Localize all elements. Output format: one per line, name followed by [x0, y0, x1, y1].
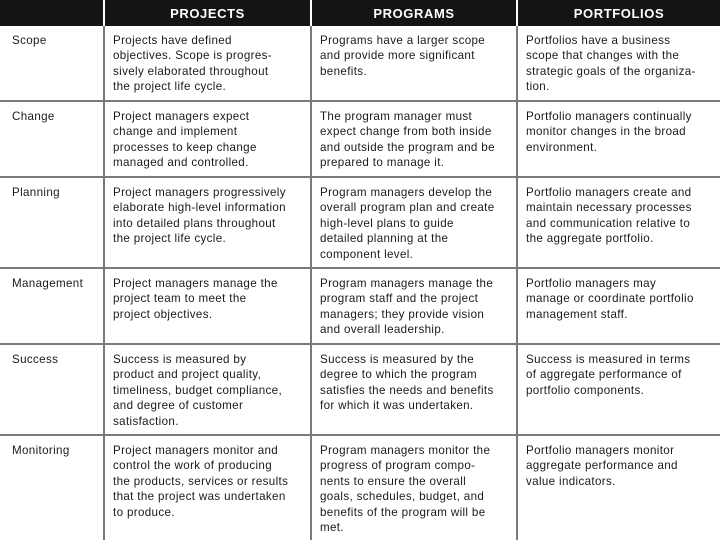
cell-portfolios [517, 26, 720, 101]
cell-programs [311, 177, 517, 268]
cell-text-line: manage or coordinate portfolio [526, 292, 694, 306]
cell-text-line: of aggregate performance of [526, 368, 682, 382]
row-label: Change [0, 101, 104, 177]
table-body [0, 26, 720, 540]
cell-programs [311, 435, 517, 540]
cell-text-line: Program managers manage the [320, 277, 494, 290]
table-row-success [0, 344, 720, 435]
cell-projects [104, 344, 311, 435]
cell-text-line: Project managers expect [113, 110, 250, 123]
cell-text-line: objectives. Scope is progres- [113, 49, 273, 63]
cell-text-line: Portfolios have a business [526, 34, 671, 47]
cell-portfolios [517, 344, 720, 435]
cell-text-line: satisfaction. [113, 414, 179, 428]
cell-text-line: nents to ensure the overall [320, 474, 467, 488]
cell-text-line: portfolio components. [526, 383, 645, 397]
cell-text-line: timeliness, budget compliance, [113, 383, 283, 397]
cell-programs [311, 101, 517, 177]
cell-text-line: Program managers monitor the [320, 444, 491, 457]
cell-text-line: Programs have a larger scope [320, 34, 486, 47]
table-row-planning [0, 177, 720, 268]
cell-text-line: Program managers develop the [320, 186, 493, 199]
cell-text-line: and outside the program and be [320, 140, 495, 154]
cell-text-line: to produce. [113, 505, 175, 519]
cell-text-line: expect change from both inside [320, 125, 492, 139]
cell-text-line: goals, schedules, budget, and [320, 490, 485, 504]
cell-text-line: value indicators. [526, 474, 616, 488]
cell-text-line: The program manager must [320, 110, 473, 123]
cell-text-line: project objectives. [113, 307, 213, 321]
cell-portfolios [517, 177, 720, 268]
cell-text-line: Success is measured by [113, 353, 247, 366]
cell-portfolios [517, 268, 720, 344]
cell-text-line: component level. [320, 247, 414, 261]
cell-text-line: maintain necessary processes [526, 201, 692, 215]
header-portfolios: PORTFOLIOS [517, 0, 720, 26]
cell-text-line: project team to meet the [113, 292, 247, 306]
cell-text-line: management staff. [526, 307, 628, 321]
cell-text-line: high-level plans to guide [320, 216, 454, 230]
cell-projects [104, 268, 311, 344]
row-label: Scope [0, 26, 104, 101]
cell-text-line: benefits. [320, 64, 367, 78]
cell-text-line: and overall leadership. [320, 323, 445, 337]
cell-text-line: into detailed plans throughout [113, 216, 276, 230]
cell-text-line: overall program plan and create [320, 201, 495, 215]
row-label: Monitoring [0, 435, 104, 540]
cell-text-line: tion. [526, 80, 550, 94]
cell-text-line: Portfolio managers may [526, 277, 657, 290]
cell-text-line: detailed planning at the [320, 232, 449, 246]
cell-text-line: product and project quality, [113, 368, 262, 382]
cell-projects [104, 177, 311, 268]
cell-projects [104, 435, 311, 540]
cell-text-line: program staff and the project [320, 292, 479, 306]
cell-text-line: degree to which the program [320, 368, 478, 382]
cell-text-line: satisfies the needs and benefits [320, 383, 494, 397]
cell-text-line: progress of program compo- [320, 459, 476, 473]
cell-text-line: control the work of producing [113, 459, 273, 473]
cell-text-line: managers; they provide vision [320, 307, 485, 321]
cell-text-line: elaborate high-level information [113, 201, 286, 215]
cell-text-line: strategic goals of the organiza- [526, 64, 696, 78]
cell-text-line: environment. [526, 140, 598, 154]
cell-text-line: Success is measured by the [320, 353, 475, 366]
cell-text-line: scope that changes with the [526, 49, 680, 63]
cell-text-line: Project managers progressively [113, 186, 286, 199]
table-row-scope [0, 26, 720, 101]
cell-text-line: Portfolio managers monitor [526, 444, 675, 457]
cell-programs [311, 268, 517, 344]
cell-text-line: Success is measured in terms [526, 353, 691, 366]
cell-programs [311, 344, 517, 435]
cell-text-line: that the project was undertaken [113, 490, 286, 504]
cell-text-line: met. [320, 521, 344, 535]
table-row-change [0, 101, 720, 177]
cell-text-line: the aggregate portfolio. [526, 232, 654, 246]
header-row [0, 0, 720, 26]
header-programs: PROGRAMS [311, 0, 517, 26]
cell-text-line: sively elaborated throughout [113, 64, 269, 78]
row-label: Success [0, 344, 104, 435]
cell-text-line: the products, services or results [113, 474, 289, 488]
cell-text-line: aggregate performance and [526, 459, 678, 473]
cell-text-line: monitor changes in the broad [526, 125, 686, 139]
cell-text-line: and provide more significant [320, 49, 475, 63]
row-label: Management [0, 268, 104, 344]
cell-text-line: managed and controlled. [113, 156, 249, 170]
table-row-monitoring [0, 435, 720, 540]
header-corner [0, 0, 104, 26]
cell-portfolios [517, 101, 720, 177]
row-label: Planning [0, 177, 104, 268]
cell-text-line: processes to keep change [113, 140, 257, 154]
cell-text-line: and degree of customer [113, 399, 244, 413]
cell-text-line: the project life cycle. [113, 80, 227, 94]
cell-text-line: Portfolio managers continually [526, 110, 692, 123]
cell-text-line: and communication relative to [526, 216, 691, 230]
table-row-management [0, 268, 720, 344]
cell-text-line: Portfolio managers create and [526, 186, 692, 199]
cell-text-line: change and implement [113, 125, 238, 139]
cell-projects [104, 26, 311, 101]
cell-text-line: Project managers monitor and [113, 444, 279, 457]
cell-text-line: the project life cycle. [113, 232, 227, 246]
cell-projects [104, 101, 311, 177]
cell-programs [311, 26, 517, 101]
cell-text-line: for which it was undertaken. [320, 399, 474, 413]
cell-text-line: prepared to manage it. [320, 156, 445, 170]
cell-text-line: Project managers manage the [113, 277, 278, 290]
cell-text-line: benefits of the program will be [320, 505, 486, 519]
cell-portfolios [517, 435, 720, 540]
cell-text-line: Projects have defined [113, 34, 232, 47]
header-projects: PROJECTS [104, 0, 311, 26]
